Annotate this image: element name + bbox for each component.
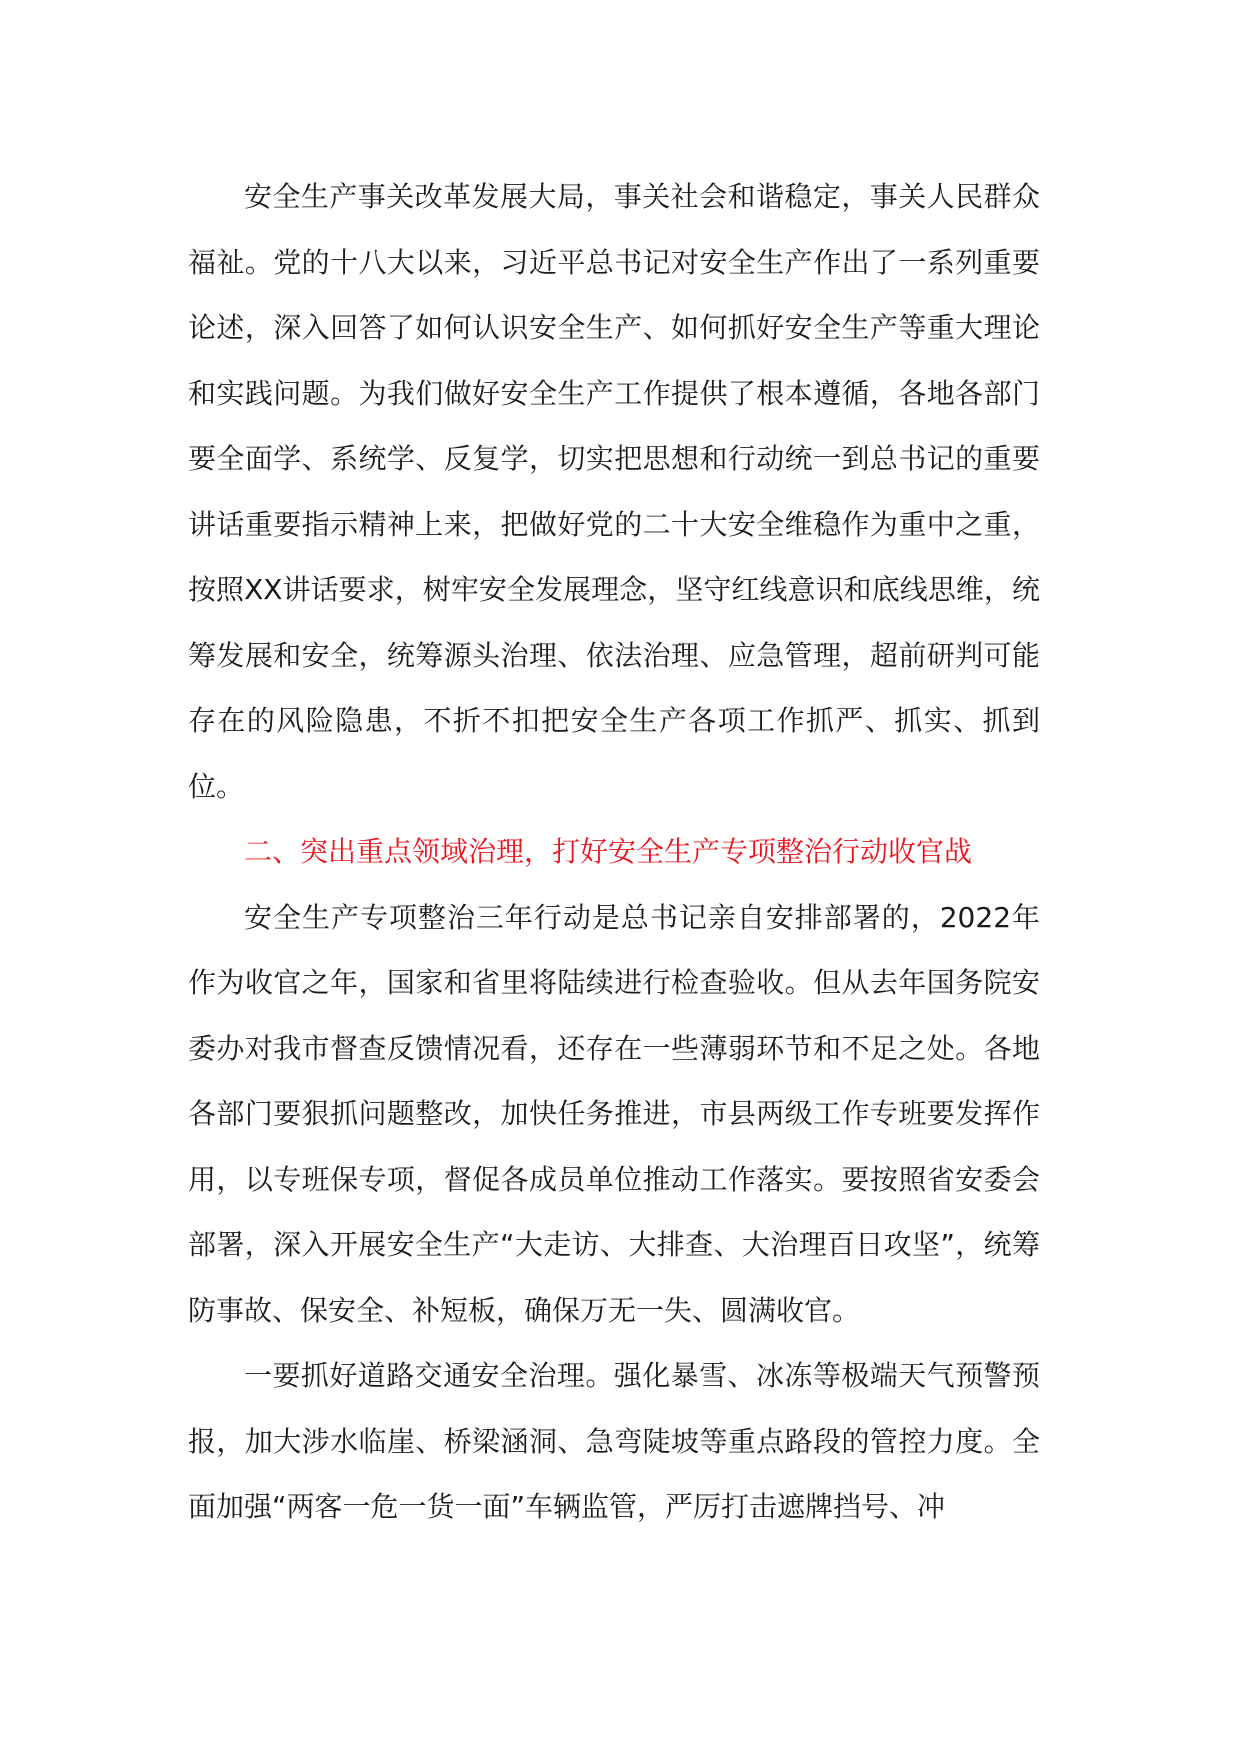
body-paragraph: 安全生产事关改革发展大局，事关社会和谐稳定，事关人民群众福祉。党的十八大以来，习近平总书记对安全生产作出了一系列重要论述，深入回答了如何认识安全生产、如何抓好安全生产等重大理论和实践问题。为我们做好安全生产工作提供了根本遵循，各地各部门要全面学、系统学、反复学，切实把思想和行动统一到总书记的重要讲话重要指示精神上来，把做好党的二十大安全维稳作为重中之重，按照XX讲话要求，树牢安全发展理念，坚守红线意识和底线思维，统筹发展和安全，统筹源头治理、依法治理、应急管理，超前研判可能存在的风险隐患，不折不扣把安全生产各项工作抓严、抓实、抓到位。 [188, 180, 1040, 803]
section-heading: 二、突出重点领域治理，打好安全生产专项整治行动收官战 [244, 835, 973, 868]
body-paragraph: 安全生产专项整治三年行动是总书记亲自安排部署的，2022年作为收官之年，国家和省里将陆续进行检查验收。但从去年国务院安委办对我市督查反馈情况看，还存在一些薄弱环节和不足之处。各地各部门要狠抓问题整改，加快任务推进，市县两级工作专班要发挥作用，以专班保专项，督促各成员单位推动工作落实。要按照省安委会部署，深入开展安全生产“大走访、大排查、大治理百日攻坚”，统筹防事故、保安全、补短板，确保万无一失、圆满收官。 [188, 900, 1040, 1327]
body-paragraph: 一要抓好道路交通安全治理。强化暴雪、冰冻等极端天气预警预报，加大涉水临崖、桥梁涵洞、急弯陡坡等重点路段的管控力度。全面加强“两客一危一货一面”车辆监管，严厉打击遮牌挡号、冲 [188, 1359, 1040, 1523]
document-body [188, 164, 1040, 1540]
